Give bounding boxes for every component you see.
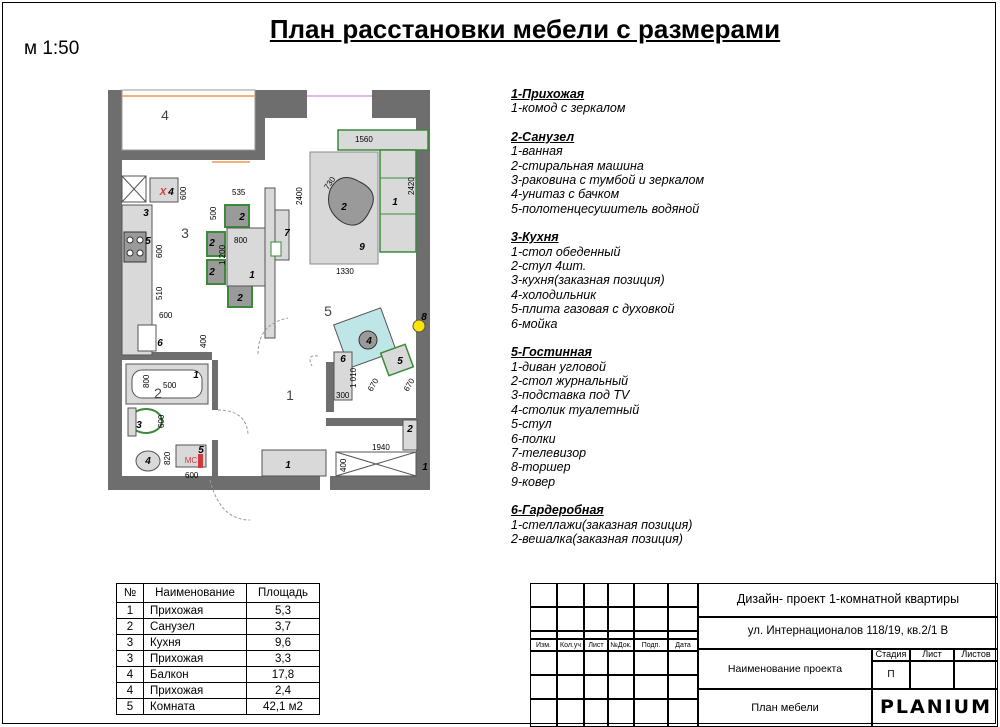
table-cell: Санузел <box>144 619 247 635</box>
fn-balcony-x: X <box>159 187 167 198</box>
legend-item: 7-телевизор <box>511 445 587 460</box>
table-cell: 9,6 <box>247 635 320 651</box>
stamp-sheets-cell <box>954 661 998 689</box>
stamp-sheets-h: Листов <box>961 649 991 659</box>
legend-item: 4-столик туалетный <box>511 402 640 417</box>
col-no: № <box>117 584 144 603</box>
fn-shelves: 6 <box>340 354 346 365</box>
stamp-cell: Подп. <box>634 639 668 651</box>
table-cell: 17,8 <box>247 667 320 683</box>
legend-item: 5-плита газовая с духовкой <box>511 302 675 317</box>
wall-top-right <box>372 90 416 118</box>
stamp-cell: Лист <box>584 639 608 651</box>
legend-item: 1-комод с зеркалом <box>511 101 626 116</box>
wall-balcony-bottom-left <box>122 150 262 160</box>
stamp-stage-h: Стадия <box>875 649 907 659</box>
dim-600a: 600 <box>179 186 188 200</box>
table-cell: 5 <box>117 699 144 715</box>
legend-item: 6-полки <box>511 431 556 446</box>
fn-kitchen: 3 <box>143 208 149 219</box>
legend-item: 4-унитаз с бачком <box>511 187 620 202</box>
stamp-cell: Изм. <box>530 639 557 651</box>
stamp-cell <box>634 583 668 607</box>
dim-510: 510 <box>155 286 164 300</box>
stamp-cell <box>530 583 557 607</box>
legend-group-title: 3-Кухня <box>511 230 559 245</box>
stamp-cell <box>530 675 557 699</box>
kitchen-furniture <box>122 176 289 355</box>
dim-500: 500 <box>209 206 218 220</box>
legend-item: 3-подставка под TV <box>511 388 630 403</box>
stamp-address: ул. Интернационалов 118/19, кв.2/1 В <box>747 625 949 637</box>
stamp-cell <box>557 651 584 675</box>
stamp-cell <box>634 607 668 631</box>
table-cell: 3,3 <box>247 651 320 667</box>
stamp-cell <box>608 583 634 607</box>
legend <box>511 87 841 560</box>
fn-chair-left2: 2 <box>209 267 215 278</box>
fn-ms: МС <box>184 456 198 465</box>
room-no-hall: 1 <box>286 387 294 403</box>
chair-top <box>225 205 249 227</box>
legend-item: 5-полотенцесушитель водяной <box>511 201 700 216</box>
logo: PLANIUM <box>879 696 993 718</box>
table-cell: 1 <box>117 603 144 619</box>
stamp-cell <box>530 651 557 675</box>
legend-group <box>511 345 841 489</box>
legend-group <box>511 230 841 331</box>
table-cell: 2,4 <box>247 683 320 699</box>
fn-carpet: 9 <box>359 242 365 253</box>
stove <box>124 232 146 262</box>
stamp-cell <box>608 675 634 699</box>
stamp-cell <box>634 699 668 727</box>
dim-300: 300 <box>336 391 350 400</box>
towel-dryer <box>198 454 203 468</box>
kitchen-partition <box>265 188 275 338</box>
stamp-cell <box>584 631 608 639</box>
stamp-cell <box>668 651 698 675</box>
fn-sink: 6 <box>157 338 163 349</box>
stamp-cell: Дата <box>668 639 698 651</box>
stamp-cell <box>608 607 634 631</box>
stamp-cell <box>668 675 698 699</box>
stamp-cell <box>530 699 557 727</box>
table-cell: Комната <box>144 699 247 715</box>
table-cell: Прихожая <box>144 603 247 619</box>
dim-535: 535 <box>232 188 246 197</box>
stamp-cell <box>557 675 584 699</box>
legend-group <box>511 503 841 546</box>
stamp-cell <box>530 631 557 639</box>
dim-670b: 670 <box>401 376 417 393</box>
balcony-area <box>122 90 255 150</box>
wall-bath-right-a <box>212 360 218 410</box>
dim-1010: 1 010 <box>349 367 358 388</box>
dim-400b: 400 <box>339 458 348 472</box>
dim-670a: 670 <box>365 376 381 393</box>
sofa-top <box>338 130 428 150</box>
legend-group <box>511 87 841 116</box>
dim-600b: 600 <box>155 244 164 258</box>
dim-2400: 2400 <box>295 187 304 205</box>
stamp-cell <box>530 607 557 631</box>
legend-item: 8-торшер <box>511 460 571 475</box>
stamp-cell <box>557 699 584 727</box>
fn-towel: 5 <box>198 445 204 456</box>
stamp-cell <box>608 651 634 675</box>
dim-600e: 600 <box>185 471 199 480</box>
table-cell: Прихожая <box>144 651 247 667</box>
fn-fridge: 4 <box>168 187 174 198</box>
dim-820: 820 <box>163 451 172 465</box>
table-row <box>117 699 320 715</box>
dim-1200: 1 200 <box>218 244 227 265</box>
stamp-sheet-name: План мебели <box>751 702 819 714</box>
table-cell: Кухня <box>144 635 247 651</box>
stamp-cell <box>584 699 608 727</box>
wall-kitchen-top <box>255 118 265 148</box>
stamp-name-label: Наименование проекта <box>727 663 843 675</box>
stamp-cell <box>668 583 698 607</box>
fn-hall-chest: 1 <box>285 460 291 471</box>
dim-800: 800 <box>234 236 248 245</box>
hall-chest <box>262 450 326 476</box>
stamp-cell <box>584 675 608 699</box>
table-cell: 3 <box>117 651 144 667</box>
table-cell: 5,3 <box>247 603 320 619</box>
stamp-cell <box>584 607 608 631</box>
fn-table: 1 <box>249 270 255 281</box>
fn-tv: 7 <box>284 228 290 239</box>
fn-basin: 3 <box>136 420 142 431</box>
legend-item: 2-стиральная машина <box>511 158 644 173</box>
legend-item: 3-кухня(заказная позиция) <box>511 273 665 288</box>
rooms-table-header <box>117 584 320 603</box>
fn-wardrobe-2: 2 <box>407 424 413 435</box>
legend-group-title: 2-Санузел <box>511 129 575 144</box>
dim-400a: 400 <box>199 334 208 348</box>
dim-800b: 800 <box>142 374 151 388</box>
stamp-cell <box>668 631 698 639</box>
fn-bathtub: 1 <box>193 370 199 381</box>
table-row <box>117 683 320 699</box>
table-row <box>117 651 320 667</box>
dim-500b: 500 <box>163 381 177 390</box>
legend-item: 5-стул <box>511 417 552 432</box>
stamp-cell <box>557 631 584 639</box>
stamp-cell <box>668 699 698 727</box>
fn-chair-left: 2 <box>209 238 215 249</box>
table-cell: 42,1 м2 <box>247 699 320 715</box>
wall-bottom-right <box>330 476 430 490</box>
wall-bath-right-b <box>212 440 218 480</box>
dim-600d: 600 <box>157 414 166 428</box>
stamp-cell: №Док. <box>608 639 634 651</box>
dim-1330: 1330 <box>336 267 354 276</box>
legend-item: 1-стол обеденный <box>511 244 621 259</box>
fn-dressing: 4 <box>366 336 372 347</box>
table-cell: 3 <box>117 635 144 651</box>
table-cell: Балкон <box>144 667 247 683</box>
fn-sofa: 1 <box>392 197 398 208</box>
sink <box>138 325 156 351</box>
table-cell: 4 <box>117 683 144 699</box>
table-cell: Прихожая <box>144 683 247 699</box>
stamp-cell <box>584 583 608 607</box>
living-furniture <box>310 130 428 400</box>
scale-label: м 1:50 <box>24 38 80 59</box>
fn-chair-top: 2 <box>239 212 245 223</box>
table-cell: 4 <box>117 667 144 683</box>
stamp-cell <box>557 583 584 607</box>
fn-stove: 5 <box>145 236 151 247</box>
stamp-cell <box>608 699 634 727</box>
stamp-cell <box>634 651 668 675</box>
stamp-cell: Кол.уч <box>557 639 584 651</box>
table-row <box>117 603 320 619</box>
legend-item: 2-стол журнальный <box>511 373 629 388</box>
wall-top-mid <box>265 90 307 118</box>
fn-lamp: 8 <box>421 312 427 323</box>
dim-2420: 2420 <box>407 177 416 195</box>
dim-600c: 600 <box>159 311 173 320</box>
legend-group-title: 5-Гостинная <box>511 345 592 360</box>
table-row <box>117 667 320 683</box>
legend-item: 6-мойка <box>511 316 558 331</box>
fn-chair-living: 5 <box>397 356 403 367</box>
dim-1940: 1940 <box>372 443 390 452</box>
title-block <box>530 583 998 727</box>
fn-chair-bottom: 2 <box>237 293 243 304</box>
table-cell: 2 <box>117 619 144 635</box>
wall-left-top <box>108 90 122 150</box>
fn-coffee: 2 <box>341 202 347 213</box>
legend-item: 2-стул 4шт. <box>511 259 587 274</box>
table-row <box>117 635 320 651</box>
stamp-cell <box>634 631 668 639</box>
stamp-project: Дизайн- проект 1-комнатной квартиры <box>736 592 960 606</box>
stamp-cell <box>584 651 608 675</box>
stamp-cell <box>634 675 668 699</box>
legend-item: 2-вешалка(заказная позиция) <box>511 531 683 546</box>
rooms-table <box>116 583 320 715</box>
col-name: Наименование <box>144 584 247 603</box>
tv-marker <box>271 242 281 256</box>
stamp-sheet-h: Лист <box>922 649 942 659</box>
dim-1560: 1560 <box>355 135 373 144</box>
fn-wardrobe-1: 1 <box>422 462 428 473</box>
legend-item: 4-холодильник <box>511 287 597 302</box>
room-no-kitchen: 3 <box>181 225 189 241</box>
table-cell: 3,7 <box>247 619 320 635</box>
room-no-bath: 2 <box>154 385 162 401</box>
table-row <box>117 619 320 635</box>
stamp-sheet-cell <box>910 661 954 689</box>
fn-toilet: 4 <box>145 456 151 467</box>
wall-living-low <box>326 362 334 412</box>
dim-730: 730 <box>322 175 338 192</box>
legend-item: 3-раковина с тумбой и зеркалом <box>511 173 705 188</box>
stamp-cell <box>557 607 584 631</box>
legend-item: 1-стеллажи(заказная позиция) <box>511 517 693 532</box>
stamp-stage: П <box>887 669 895 680</box>
legend-item: 1-диван угловой <box>511 359 606 374</box>
sofa-side <box>380 150 416 252</box>
stamp-cell <box>668 607 698 631</box>
legend-item: 1-ванная <box>511 144 563 159</box>
legend-group <box>511 130 841 216</box>
col-area: Площадь <box>247 584 320 603</box>
page-title: План расстановки мебели с размерами <box>269 14 781 44</box>
stamp-cell <box>608 631 634 639</box>
legend-group-title: 6-Гардеробная <box>511 503 604 518</box>
legend-group-title: 1-Прихожая <box>511 87 585 101</box>
legend-item: 9-ковер <box>511 474 556 489</box>
room-no-living: 5 <box>324 303 332 319</box>
room-no-balcony: 4 <box>161 107 169 123</box>
